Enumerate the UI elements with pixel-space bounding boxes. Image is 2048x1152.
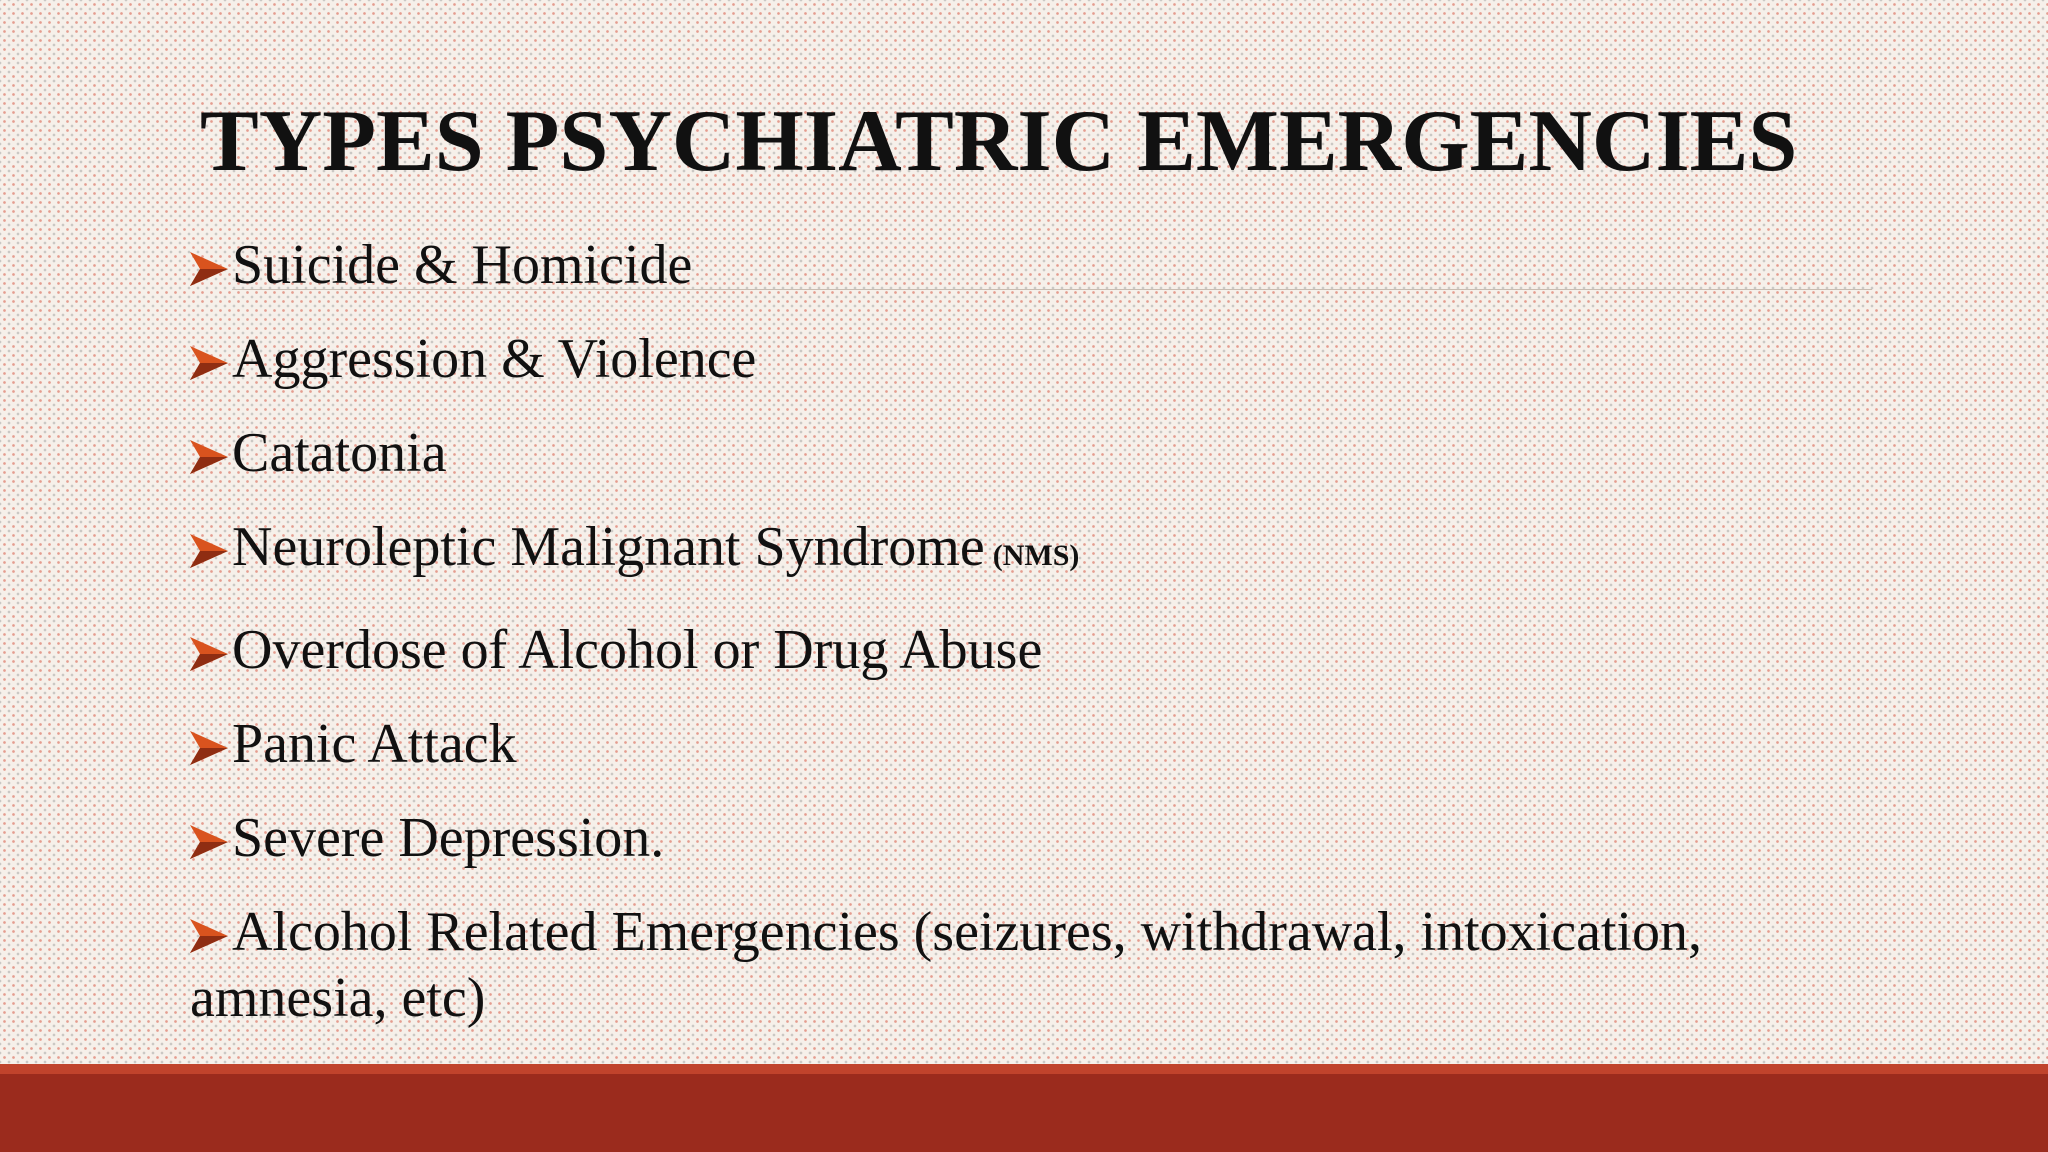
arrow-bullet-icon (190, 637, 228, 671)
bullet-item-neuroleptic-malignant-syndrome (190, 514, 1830, 589)
bullet-text: Neuroleptic Malignant Syndrome (232, 516, 985, 578)
bullet-text: Overdose of Alcohol or Drug Abuse (232, 619, 1043, 681)
footer-accent-stripe (0, 1064, 2048, 1074)
slide-title: TYPES PSYCHIATRIC EMERGENCIES (200, 93, 1798, 190)
arrow-bullet-icon (190, 346, 228, 380)
bullet-item-overdose (190, 617, 1830, 683)
bullet-item-catatonia (190, 420, 1830, 486)
bullet-item-aggression-violence (190, 326, 1830, 392)
bullet-note-nms: (NMS) (992, 539, 1080, 572)
arrow-bullet-icon (190, 919, 228, 953)
bullet-item-panic-attack (190, 711, 1830, 777)
bullet-item-alcohol-related-emergencies (190, 899, 1830, 1031)
arrow-bullet-icon (190, 440, 228, 474)
arrow-bullet-icon (190, 825, 228, 859)
bullet-item-severe-depression (190, 805, 1830, 871)
bullet-text: Panic Attack (232, 713, 517, 775)
bullet-list (190, 232, 1830, 1059)
bullet-text: Suicide & Homicide (232, 234, 693, 296)
bullet-text: Alcohol Related Emergencies (seizures, withdrawal, intoxication, amnesia, etc) (190, 901, 1703, 1029)
bullet-text: Catatonia (232, 422, 447, 484)
bullet-text: Aggression & Violence (232, 328, 757, 390)
arrow-bullet-icon (190, 534, 228, 568)
arrow-bullet-icon (190, 252, 228, 286)
arrow-bullet-icon (190, 731, 228, 765)
bullet-text: Severe Depression. (232, 807, 665, 869)
bullet-item-suicide-homicide (190, 232, 1830, 298)
footer-band (0, 1064, 2048, 1152)
